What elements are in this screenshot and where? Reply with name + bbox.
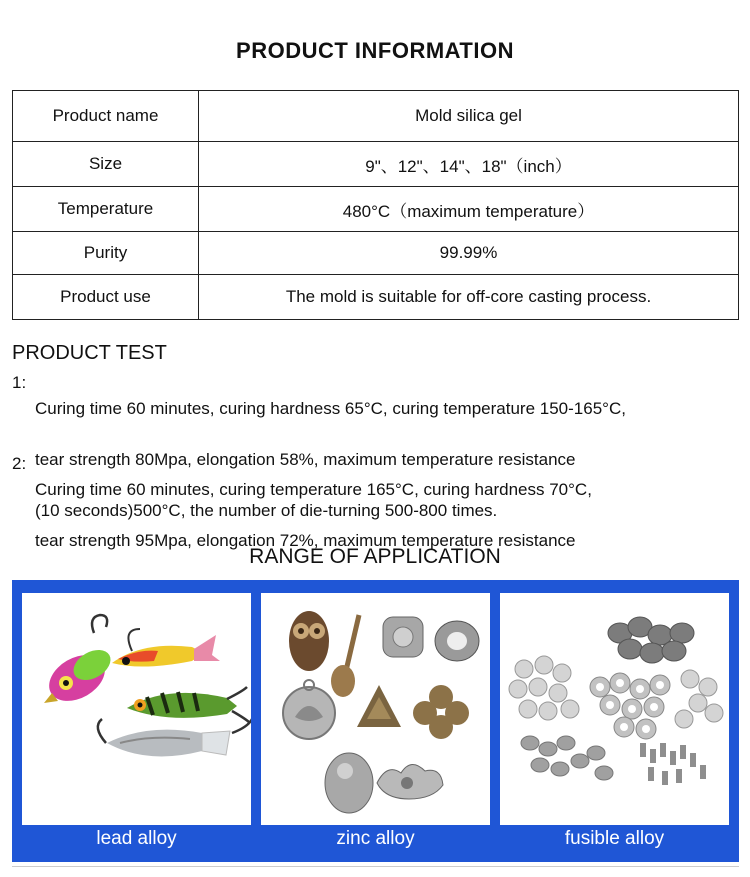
- row-label: Product name: [13, 91, 199, 142]
- lure-pink: [41, 615, 116, 710]
- mother-child-charm: [325, 753, 373, 813]
- zinc-alloy-image: [261, 593, 490, 825]
- table-row: [13, 142, 739, 187]
- flower-bead-charm: [383, 617, 423, 657]
- row-value: 99.99%: [199, 232, 739, 275]
- test-item-number: 1:: [12, 373, 27, 392]
- small-rods: [640, 743, 706, 785]
- row-label: Purity: [13, 232, 199, 275]
- row-label: Product use: [13, 275, 199, 320]
- owl-charm: [289, 611, 329, 671]
- flower-cap-charm: [377, 764, 443, 799]
- row-value: 9"、12"、14"、18"（inch）: [199, 142, 739, 187]
- test-item-number: 2:: [12, 454, 27, 473]
- table-row: [13, 91, 739, 142]
- zinc-alloy-caption: zinc alloy: [336, 828, 415, 849]
- table-row: [13, 275, 739, 320]
- lead-alloy-caption: lead alloy: [96, 828, 177, 849]
- metal-pellets-illustration: [500, 593, 729, 825]
- dark-cylinders: [608, 617, 694, 663]
- application-panel: [12, 580, 739, 862]
- lure-yellow: [112, 629, 220, 667]
- lure-green: [127, 687, 250, 723]
- test-line: tear strength 95Mpa, elongation 72%, maximum temperature resistance: [35, 530, 576, 550]
- fusible-alloy-image: [500, 593, 729, 825]
- lure-silver: [98, 719, 251, 756]
- product-info-table: [12, 90, 739, 320]
- row-value: 480°C（maximum temperature）: [199, 187, 739, 232]
- page-title: PRODUCT INFORMATION: [236, 38, 514, 63]
- metal-charms-illustration: [261, 593, 490, 825]
- table-row: [13, 187, 739, 232]
- fusible-alloy-caption: fusible alloy: [564, 828, 665, 849]
- row-label: Temperature: [13, 187, 199, 232]
- test-line: tear strength 80Mpa, elongation 58%, maximum temperature resistance: [35, 449, 576, 469]
- lotus-pendant-charm: [283, 680, 335, 739]
- range-heading: RANGE OF APPLICATION: [249, 545, 501, 568]
- barrel-bead-charm: [435, 621, 479, 661]
- row-value: Mold silica gel: [199, 91, 739, 142]
- row-label: Size: [13, 142, 199, 187]
- row-value: The mold is suitable for off-core casting process.: [199, 275, 739, 320]
- product-test-heading: PRODUCT TEST: [12, 342, 167, 364]
- gray-discs: [521, 736, 613, 780]
- test-line: Curing time 60 minutes, curing temperature 165°C, curing hardness 70°C,: [35, 479, 592, 499]
- guitar-charm: [331, 615, 359, 697]
- tree-charm: [357, 685, 401, 727]
- table-row: [13, 232, 739, 275]
- test-line: (10 seconds)500°C, the number of die-turning 500-800 times.: [35, 500, 498, 520]
- bottom-divider: [12, 866, 739, 867]
- clover-charm: [413, 685, 469, 739]
- fishing-lures-illustration: [22, 593, 251, 825]
- test-line: Curing time 60 minutes, curing hardness 65°C, curing temperature 150-165°C,: [35, 398, 626, 418]
- lead-alloy-image: [22, 593, 251, 825]
